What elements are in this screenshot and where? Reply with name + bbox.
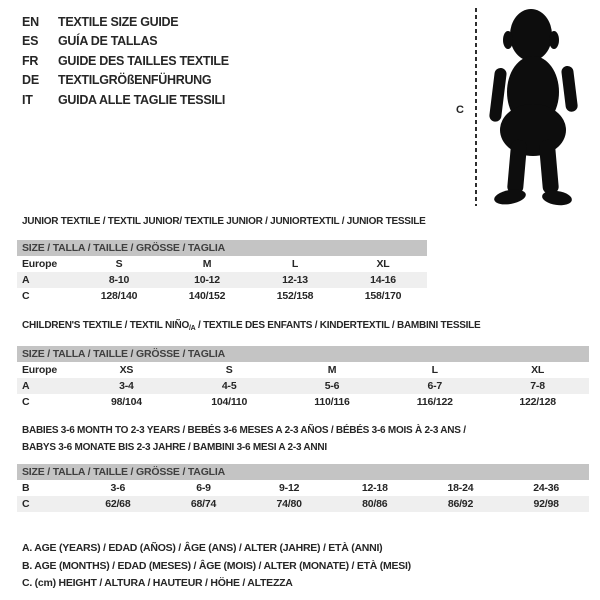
- junior-section-heading: JUNIOR TEXTILE / TEXTIL JUNIOR/ TEXTILE JUNIOR / JUNIORTEXTIL / JUNIOR TESSILE: [22, 216, 426, 227]
- lang-title: TEXTILGRÖßENFÜHRUNG: [58, 73, 212, 88]
- size-header-row: [17, 464, 589, 480]
- size-cell: 116/122: [416, 396, 453, 408]
- size-cell: 74/80: [246, 496, 332, 512]
- row-label: C: [22, 396, 30, 408]
- children-section-heading: [22, 320, 480, 332]
- table-row-europe: [17, 256, 427, 272]
- size-cell: 7-8: [486, 378, 589, 394]
- size-cell: M: [202, 258, 212, 270]
- size-cell: 158/170: [364, 290, 402, 302]
- row-label: B: [22, 482, 30, 494]
- size-cell: XL: [531, 364, 545, 376]
- babies-size-table: [17, 464, 589, 512]
- children-heading-post: / TEXTILE DES ENFANTS / KINDERTEXTIL / BAMBINI TESSILE: [195, 320, 481, 331]
- children-size-table: [17, 346, 589, 410]
- size-cell: 80/86: [332, 496, 418, 512]
- size-cell: 128/140: [100, 290, 138, 302]
- row-label: C: [17, 496, 75, 512]
- size-cell: 14-16: [339, 272, 427, 288]
- size-cell: 3-6: [110, 482, 126, 494]
- size-cell: L: [291, 258, 299, 270]
- size-header-row: [17, 240, 427, 256]
- table-row-age: [17, 378, 589, 394]
- row-label: Europe: [22, 364, 57, 376]
- lang-row-es: [22, 32, 229, 51]
- row-label: Europe: [22, 258, 57, 270]
- size-header-bar: SIZE / TALLA / TAILLE / GRÖSSE / TAGLIA: [17, 464, 589, 480]
- size-cell: 12-13: [251, 272, 339, 288]
- footnote-age-months: B. AGE (MONTHS) / EDAD (MESES) / ÂGE (MOIS) / ALTER (MONATE) / ETÀ (MESI): [22, 559, 411, 572]
- footnote-age-years: A. AGE (YEARS) / EDAD (AÑOS) / ÂGE (ANS) / ALTER (JAHRE) / ETÀ (ANNI): [22, 542, 383, 554]
- size-cell: 12-18: [361, 482, 388, 494]
- table-row-height: [17, 288, 427, 304]
- lang-row-fr: [22, 52, 229, 71]
- toddler-silhouette: [481, 4, 589, 209]
- size-cell: 4-5: [178, 378, 281, 394]
- lang-code: EN: [22, 15, 39, 29]
- table-row-age-months: [17, 480, 589, 496]
- lang-title: GUIDE DES TAILLES TEXTILE: [58, 53, 229, 68]
- size-cell: 110/116: [314, 396, 350, 408]
- size-cell: 18-24: [447, 482, 474, 494]
- table-row-europe: [17, 362, 589, 378]
- language-title-list: [22, 13, 229, 110]
- size-header-bar: SIZE / TALLA / TAILLE / GRÖSSE / TAGLIA: [17, 346, 589, 362]
- height-dashed-line: [475, 8, 477, 206]
- table-row-height: [17, 496, 589, 512]
- table-row-age: [17, 272, 427, 288]
- size-cell: 5-6: [281, 378, 384, 394]
- children-heading-pre: CHILDREN'S TEXTILE / TEXTIL NIÑO: [22, 320, 189, 331]
- babies-heading-line1: BABIES 3-6 MONTH TO 2-3 YEARS / BEBÉS 3-6 MESES A 2-3 AÑOS / BÉBÉS 3-6 MOIS À 2-3 ANS /: [22, 425, 466, 436]
- lang-row-en: [22, 13, 229, 32]
- size-cell: 68/74: [161, 496, 247, 512]
- size-cell: 86/92: [418, 496, 504, 512]
- lang-row-it: [22, 91, 229, 110]
- size-header-row: [17, 346, 589, 362]
- lang-title: TEXTILE SIZE GUIDE: [58, 15, 179, 29]
- size-cell: S: [225, 364, 233, 376]
- size-cell: L: [431, 364, 438, 376]
- size-cell: 92/98: [503, 496, 589, 512]
- size-cell: 10-12: [163, 272, 251, 288]
- height-measure-label: C: [456, 104, 464, 116]
- size-cell: 104/110: [211, 396, 248, 408]
- size-cell: 152/158: [276, 290, 314, 302]
- size-cell: 140/152: [188, 290, 226, 302]
- footnote-legend: [22, 540, 411, 593]
- lang-title: GUIDA ALLE TAGLIE TESSILI: [58, 92, 226, 107]
- junior-size-table: [17, 240, 427, 304]
- size-cell: 8-10: [75, 272, 163, 288]
- size-cell: XS: [119, 364, 134, 376]
- babies-heading-line2: BABYS 3-6 MONATE BIS 2-3 JAHRE / BAMBINI 3-6 MESI A 2-3 ANNI: [22, 441, 327, 453]
- lang-title: GUÍA DE TALLAS: [58, 34, 158, 49]
- row-label: A: [17, 272, 75, 288]
- size-cell: 24-36: [533, 482, 560, 494]
- row-label: A: [17, 378, 75, 394]
- lang-code: DE: [22, 73, 39, 88]
- lang-code: ES: [22, 34, 39, 49]
- babies-section-heading: [22, 423, 466, 456]
- row-label: C: [22, 290, 30, 302]
- size-cell: 98/104: [110, 396, 142, 408]
- footnote-height: C. (cm) HEIGHT / ALTURA / HAUTEUR / HÖHE / ALTEZZA: [22, 577, 293, 590]
- size-cell: 6-7: [383, 378, 486, 394]
- size-cell: 9-12: [279, 482, 300, 494]
- children-heading-sub: /A: [188, 325, 196, 332]
- size-cell: 122/128: [519, 396, 556, 408]
- size-header-bar: SIZE / TALLA / TAILLE / GRÖSSE / TAGLIA: [17, 240, 427, 256]
- table-row-height: [17, 394, 589, 410]
- lang-code: IT: [22, 92, 33, 107]
- size-cell: S: [115, 258, 123, 270]
- size-cell: 6-9: [196, 482, 211, 494]
- lang-row-de: [22, 71, 229, 90]
- size-cell: M: [327, 364, 337, 376]
- size-cell: 3-4: [75, 378, 178, 394]
- size-cell: 62/68: [75, 496, 161, 512]
- lang-code: FR: [22, 53, 39, 68]
- size-cell: XL: [376, 258, 390, 270]
